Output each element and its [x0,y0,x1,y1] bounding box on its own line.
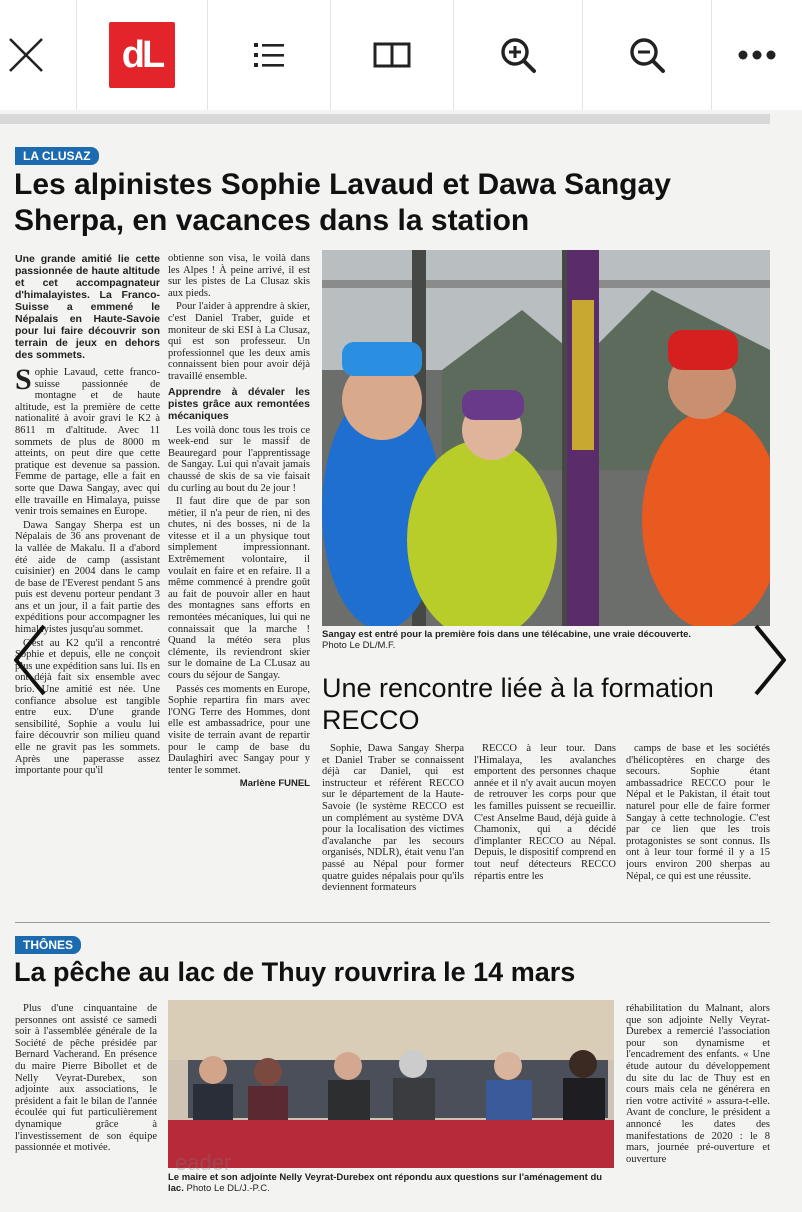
reader-toolbar [0,0,802,111]
recco-column1 [322,743,464,913]
article1-signature: Marlène FUNEL [239,778,310,790]
article1-subtitle [322,672,767,736]
article2-photo-credit: Photo Le DL/J.-P.C. [186,1183,270,1194]
next-page-button[interactable] [740,620,800,700]
page-view-button[interactable] [331,0,453,110]
article1-lead: Une grande amitié lie cette passionnée de haute altitude et cet accompagnateur d'himalayistes. La Franco-Suisse a emmené le Népalais en Haute-Savoie pour lui faire découvrir son terrain de jeux en dehors des sommets. [15,253,160,361]
article1-subtitle-line2: RECCO [322,705,420,735]
article1-col2-p3: Les voilà donc tous les trois ce week-end sur le massif de Beauregard pour l'apprentissage de Sangay. Lui qui n'avait jamais chaussé de skis de sa vie faisait du curling au bout du 2e jour ! [168,424,310,494]
recco-col3-text: camps de base et les sociétés d'hélicoptères en charge des secours. Sophie étant ambassadrice RECCO pour le Népal et le Pakistan, il était tout naturel pour elle de faire former Sangay à cette technologie. C'est par ce lien que les trois protagonistes se sont connus. Ils ont à leur tour formé il y a 15 jours environ 200 sherpas au Népal, ce qui est une réussite. [626,743,770,882]
article2-column3 [626,1003,770,1212]
zoom-in-button[interactable] [454,0,582,110]
article1-photo [322,250,770,626]
article1-col1-p2: Dawa Sangay Sherpa est un Népalais de 36 ans provenant de la vallée de Makalu. Il a d'abord été aide de camp (assistant cuisinier) en 2004 dans le camp de base de l'Everest pendant 5 ans puis est devenu porteur pendant 3 ans et un jour, il a fait partie des expéditions pour accompagner les himalayistes jusqu'au sommet. [15,519,160,636]
newspaper-page [0,110,802,1212]
chevron-left-icon [10,620,50,700]
article1-column1 [15,253,160,911]
section-tag-la-clusaz: LA CLUSAZ [15,147,99,165]
article1-caption-text: Sangay est entré pour la première fois dans une télécabine, une vraie découverte. [322,629,692,640]
watermark: eader [175,1150,232,1175]
article2-col3-text: réhabilitation du Malnant, alors que son adjointe Nelly Veyrat-Durebex a remercié l'association pour son dynamisme et l'encadrement des enfants. « Une étude autour du développement du site du lac de Thuy est en cours mais cela ne générera en rien votre activité » assura-t-elle. Avant de conclure, le président a annoncé les dates des manifestations de 2020 : le 8 mars, journée pré-ouverture et ouverture [626,1003,770,1165]
article2-headline: La pêche au lac de Thuy rouvrira le 14 mars [14,957,576,987]
article1-headline [14,167,754,239]
page-top-strip [0,114,770,124]
article1-col1-p1: ophie Lavaud, cette franco-suisse passionnée de montagne et de haute altitude, est la première de cette nationalité à avoir gravi le K2 à 8611 m d'altitude. Avec 11 sommets de plus de 8000 m atteints, on peut dire que cette pratique est devenue sa passion. Femme de partage, elle a fait en sorte que Dawa Sangay, avec qui elle travaille en Himalaya, puisse venir trois semaines en Europe. [15,367,160,518]
article1-subhead: Apprendre à dévaler les pistes grâce aux remontées mécaniques [168,385,310,422]
recco-column3 [626,743,770,913]
columns-icon [373,41,411,69]
recco-col1-text: Sophie, Dawa Sangay Sherpa et Daniel Traber se connaissent déjà car Daniel, qui est instructeur et référent RECCO sur le département de la Haute-Savoie (le système RECCO est un complément au système DVA pour la localisation des victimes d'avalanche par les secours organisés, NDLR), était venu l'an passé au Népal pour former quatre guides népalais pour qu'ils deviennent formateurs [322,743,464,894]
close-icon [6,35,46,75]
article1-col1-p3: C'est au K2 qu'il a rencontré Sophie et depuis, elle ne conçoit plus une expédition sans lui. Ils en ont déjà fait six ensemble avec brio. Une amitié est née. Une confiance absolue est tangible entre eux. D'une grande sensibilité, Sophie a voulu lui faire découvrir son milieu quand elle ne gravit pas les sommets. Après une paperasse assez importante pour qu'il [15,637,160,777]
article1-photo-caption [322,629,770,651]
article1-subtitle-line1: Une rencontre liée à la formation [322,673,714,703]
newspaper-logo[interactable] [77,0,207,110]
dropcap: S [15,363,32,396]
article1-photo-credit: Photo Le DL/M.F. [322,640,396,651]
recco-col2-text: RECCO à leur tour. Dans l'Himalaya, les avalanches emportent des personnes chaque année et il n'y avait aucun moyen de retrouver les corps pour que les familles puissent se recueillir. C'est Anselme Baud, déjà guide à Chamonix, qui a décidé d'implanter RECCO au Népal. Depuis, le dispositif comprend en tout neuf détecteurs RECCO répartis entre les [474,743,616,882]
article-divider [15,922,770,923]
section-tag-thones: THÔNES [15,936,81,954]
zoom-out-icon [627,35,667,75]
zoom-out-button[interactable] [583,0,711,110]
article1-headline-line1: Les alpinistes Sophie Lavaud et Dawa Sangay [14,168,671,201]
list-icon [252,40,286,70]
article2-photo-caption [168,1172,614,1194]
article2-caption-text: Le maire et son adjointe Nelly Veyrat-Durebex ont répondu aux questions sur l'aménagement du lac. [168,1172,603,1194]
dl-logo: dL [109,22,175,88]
article1-headline-line2: Sherpa, en vacances dans la station [14,204,530,237]
more-options-button[interactable] [712,0,802,110]
article1-col2-p2: Pour l'aider à apprendre à skier, c'est Daniel Traber, guide et moniteur de ski ESI à La Clusaz, qui est son professeur. Un professionnel que les deux amis connaissent bien pour avoir déjà travaillé ensemble. [168,301,310,382]
article2-col1-text: Plus d'une cinquantaine de personnes ont assisté ce samedi soir à l'assemblée générale de la Société de pêche présidée par Bernard Vacherand. En présence du maire Pierre Bibollet et de Nelly Veyrat-Durebex, son adjointe aux associations, le président a fait le bilan de l'année écoulée qui fut particulièrement dynamique grâce à l'investissement de son équipe passionnée et motivée. [15,1003,157,1154]
article2-column1 [15,1003,157,1212]
article2-photo [168,1000,614,1168]
more-icon [737,49,777,61]
chevron-right-icon [750,620,790,700]
zoom-in-icon [498,35,538,75]
previous-page-button[interactable] [0,620,60,700]
article1-col2-p5: Passés ces moments en Europe, Sophie repartira fin mars avec l'ONG Terre des Hommes, dont elle est ambassadrice, pour une visite de terrain avant de repartir pour le camp de base du Daulaghiri avec Sangay pour y tenter le sommet. [168,683,310,776]
recco-column2 [474,743,616,913]
article1-col2-p1: obtienne son visa, le voilà dans les Alpes ! À peine arrivé, il est sur les pistes de La Clusaz skis aux pieds. [168,253,310,299]
close-button[interactable] [0,0,52,110]
table-of-contents-button[interactable] [208,0,330,110]
article1-col2-p4: Il faut dire que de par son métier, il n'a peur de rien, ni des chutes, ni des bosses, ni de la vitesse et il a un physique tout simplement impressionnant. Extrêmement volontaire, il voulait en faire et en refaire. Il a même commencé à prendre goût au fait de pouvoir aller en haut des montagnes sans efforts en remontées mécaniques, lui qui ne connaissait que la marche ! Quand la météo sera plus clémente, ils reviendront skier sur le domaine de La CLusaz au cours du séjour de Sangay. [168,496,310,681]
article1-column2 [168,253,310,911]
